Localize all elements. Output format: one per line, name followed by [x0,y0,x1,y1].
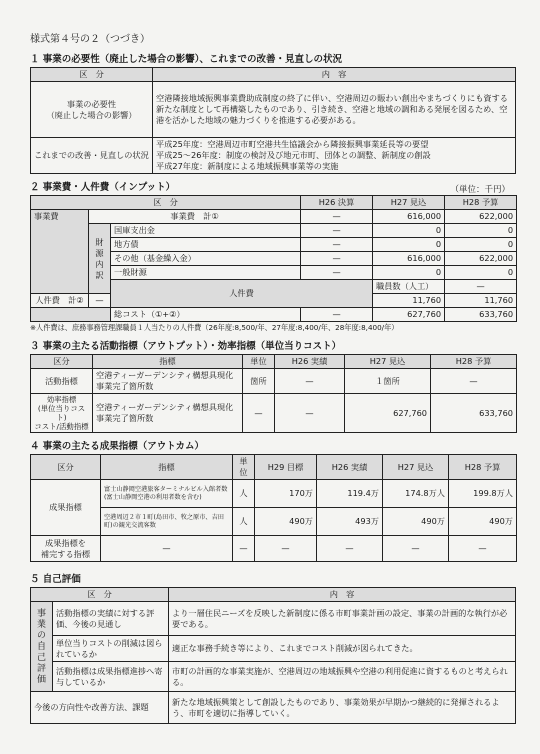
cell: 633,760 [431,394,517,433]
evaluation-table [30,587,516,724]
col-h26: H26 実績 [275,355,345,369]
col-h28: H28 予算 [431,355,517,369]
cell: 170万 [255,480,317,508]
section-5-heading: ５ 自己評価 [30,574,81,585]
unit-label: （単位：千円） [450,185,510,195]
cell: — [301,252,373,266]
eval-label-4: 今後の方向性や改善方法、課題 [31,692,169,724]
col-category: 区 分 [31,68,153,82]
cell: — [301,308,373,322]
col-h26: H26 決算 [301,196,373,210]
cell: 174.8万人 [383,480,449,508]
improvement-label: これまでの改善・見直しの状況 [31,138,153,174]
outcome-table [30,454,517,562]
necessity-text: 空港隣接地域振興事業費助成制度の終了に伴い、空港周辺の賑わい創出やまちづくりにも資する新たな制度として再構築したものであり、引き続き、空港と地域の調和ある発展を図るため、空港を活かした地域の魅力づくりを推進する必要がある。 [153,82,516,138]
eval-label-1: 活動指標の実績に対する評価、今後の見通し [53,602,169,636]
activity-table [30,354,517,433]
outcome-indicator-2: 空港周辺２市１町(島田市、牧之原市、吉田町)の観光交流客数 [101,508,233,536]
cell: — [431,369,517,394]
cell: 622,000 [445,252,517,266]
eval-label-2: 単位当りコストの削減は図られているか [53,636,169,662]
cell: 622,000 [445,210,517,224]
sonota-label: その他（基金繰入金） [111,252,301,266]
improvement-text [153,138,516,174]
cell: — [89,294,111,308]
improvement-line: 平成25〜26年度：制度の検討及び地元市町、団体との調整、新制度の創設 [156,150,431,160]
col-category: 区分 [31,455,101,480]
cell: 199.8万人 [449,480,517,508]
cell: — [449,536,517,562]
col-unit: 単位 [233,455,255,480]
cell: 490万 [383,508,449,536]
self-eval-side-label: 事業の自己評価 [35,608,45,685]
outcome-label: 成果指標 [31,480,101,536]
document-page [30,30,516,724]
col-h26: H26 実績 [317,455,383,480]
activity-indicator: 空港ティーガーデンシティ構想具現化事業完了箇所数 [93,369,243,394]
cell: — [101,536,233,562]
cell: 627,760 [373,308,445,322]
zaigen-text: 財源内訳 [95,236,104,280]
col-category: 区 分 [31,196,301,210]
section-1-heading: １ 事業の必要性（廃止した場合の影響）、これまでの改善・見直しの状況 [30,54,343,65]
cell: — [301,266,373,280]
cell: — [383,536,449,562]
chihosai-label: 地方債 [111,238,301,252]
supplement-label: 成果指標を 補完する指標 [31,536,101,562]
zaigen-label [89,224,111,294]
cell: 633,760 [445,308,517,322]
col-h28: H28 予算 [449,455,517,480]
col-content: 内 容 [153,68,516,82]
cell: — [445,280,517,294]
self-eval-side [31,602,53,692]
total-cost-label: 総コスト（①+②） [111,308,301,322]
necessity-label: 事業の必要性 （廃止した場合の影響） [31,82,153,138]
cell: 627,760 [345,394,431,433]
cell: 490万 [255,508,317,536]
activity-unit: 箇所 [243,369,275,394]
cell: 490万 [449,508,517,536]
outcome-unit-2: 人 [233,508,255,536]
cell: 11,760 [373,294,445,308]
cell: 0 [445,238,517,252]
cell: — [275,369,345,394]
activity-label: 活動指標 [31,369,93,394]
col-h27: H27 見込 [345,355,431,369]
col-indicator: 指標 [101,455,233,480]
cell: １箇所 [345,369,431,394]
eval-text-4: 新たな地域振興策として創設したものであり、事業効果が早期かつ継続的に発揮されるよう、市町を適切に指導していく。 [169,692,516,724]
cell: — [233,536,255,562]
cell: — [275,394,345,433]
shokuin-label: 職員数（人工） [373,280,445,294]
cell: 11,760 [445,294,517,308]
efficiency-unit: — [243,394,275,433]
kokko-label: 国庫支出金 [111,224,301,238]
cell: — [301,238,373,252]
necessity-table [30,67,516,174]
personnel-note: ※人件費は、庶務事務管理課職員１人当たりの人件費（26年度:8,500/年、27年度:8,400/年、28年度:8,400/年） [30,323,399,332]
eval-text-1: より一層住民ニーズを反映した新制度に係る市町事業計画の設定、事業の計画的な執行が必要である。 [169,602,516,636]
cell: 493万 [317,508,383,536]
efficiency-label: 効率指標 (単位当りコスト) コスト/活動指標 [31,394,93,433]
section-2-heading: ２ 事業費・人件費（インプット） [30,182,176,193]
col-h27: H27 見込 [383,455,449,480]
outcome-unit-1: 人 [233,480,255,508]
col-category: 区 分 [31,588,169,602]
col-content: 内 容 [169,588,516,602]
ippan-label: 一般財源 [111,266,301,280]
form-number: 様式第４号の２（つづき） [30,34,150,45]
cell: — [301,210,373,224]
jinkenhi-label: 人件費 [111,280,373,308]
col-target: H29 目標 [255,455,317,480]
improvement-line: 平成27年度：新制度による地域振興事業等の実施 [156,161,339,171]
col-h28: H28 予算 [445,196,517,210]
cell: 0 [445,224,517,238]
efficiency-indicator: 空港ティーガーデンシティ構想具現化事業完了箇所数 [93,394,243,433]
jigyohi-label: 事業費 [31,210,89,294]
cell: 0 [373,224,445,238]
section-4-heading: ４ 事業の主たる成果指標（アウトカム） [30,441,205,452]
cell: 119.4万 [317,480,383,508]
col-category: 区分 [31,355,93,369]
cost-table [30,195,517,322]
improvement-line: 平成25年度：空港周辺市町空港共生協議会から隣接振興事業延長等の要望 [156,139,429,149]
outcome-indicator-1: 富士山静岡空港旅客ターミナルビル入館者数(富士山静岡空港の利用者数を含む) [101,480,233,508]
cell: 0 [445,266,517,280]
eval-text-3: 市町の計画的な事業実施が、空港周辺の地域振興や空港の利用促進に資するものと考えられる。 [169,662,516,692]
cell: 616,000 [373,210,445,224]
cell: 0 [373,266,445,280]
section-3-heading: ３ 事業の主たる活動指標（アウトプット）・効率指標（単位当りコスト） [30,341,342,352]
jigyohi-total-label: 事業費 計① [89,210,301,224]
col-h27: H27 見込 [373,196,445,210]
col-unit: 単位 [243,355,275,369]
cell: 616,000 [373,252,445,266]
cell: — [301,224,373,238]
col-indicator: 指標 [93,355,243,369]
eval-label-3: 活動指標は成果指標進捗へ寄与しているか [53,662,169,692]
eval-text-2: 適正な事務手続き等により、これまでコスト削減が図られてきた。 [169,636,516,662]
cell: 0 [373,238,445,252]
jinkenhi-total-label: 人件費 計② [31,294,89,308]
cell: — [255,536,317,562]
cell: — [317,536,383,562]
